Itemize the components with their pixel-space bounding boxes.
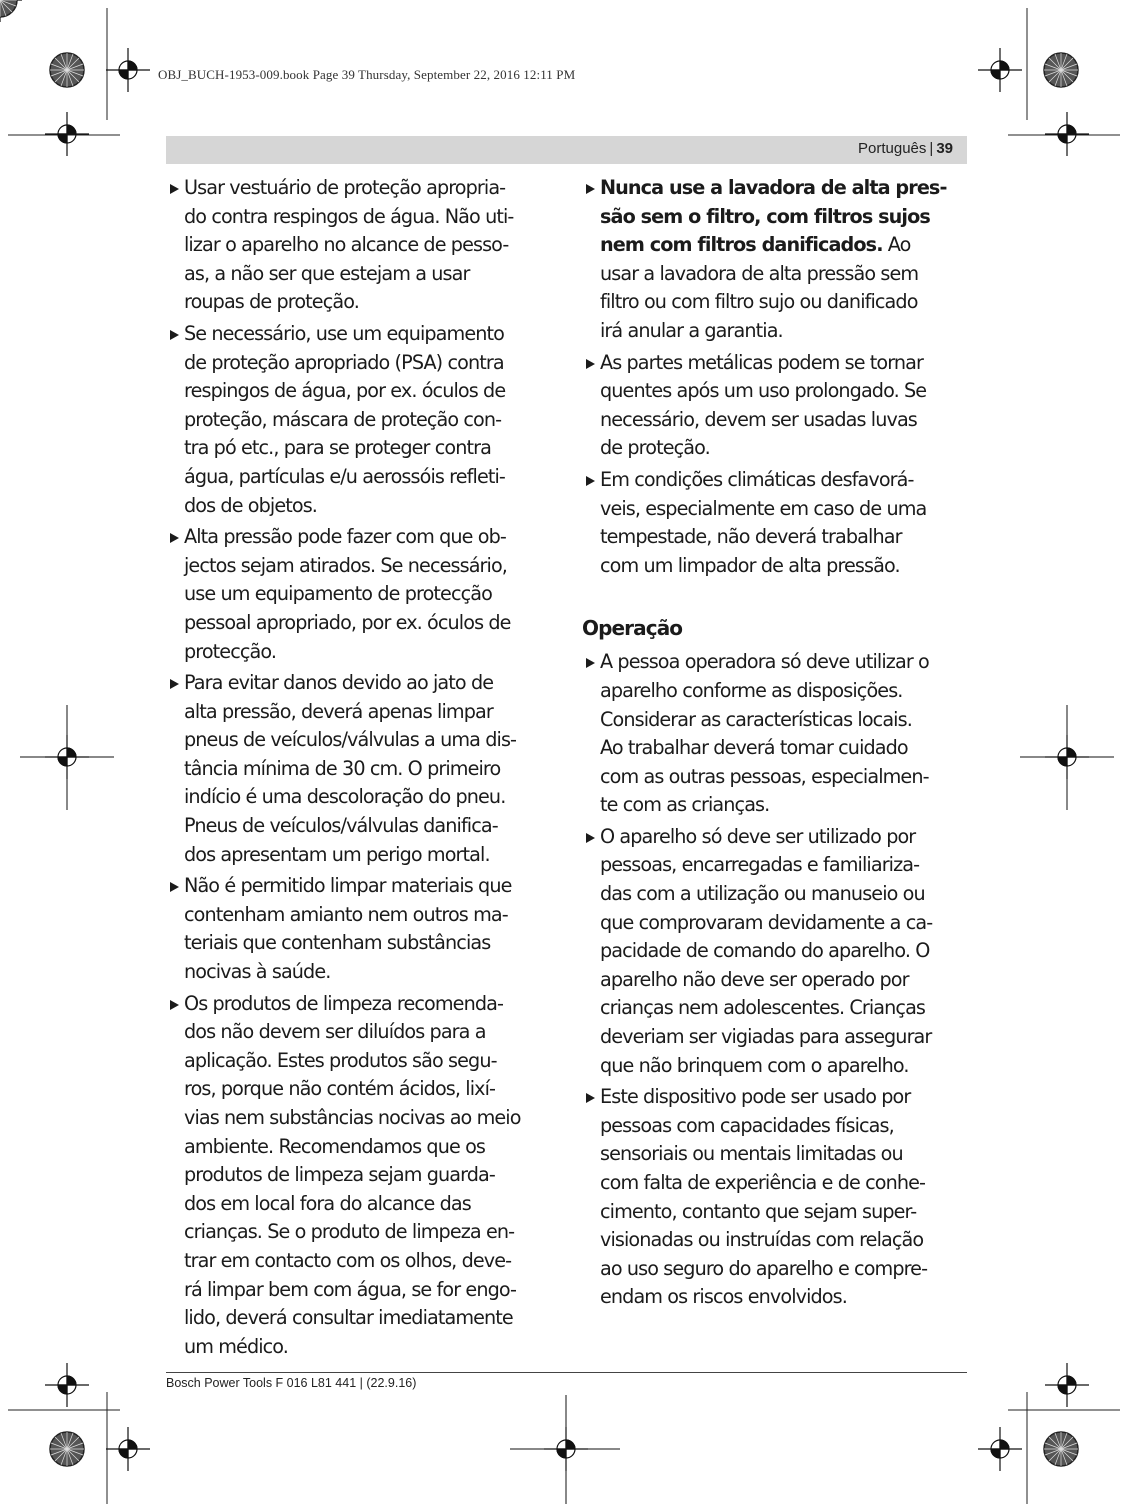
- text-line: que não brinquem com o aparelho.: [600, 1053, 909, 1077]
- text-line: contenham amianto nem outros ma-: [184, 902, 508, 926]
- text-line: pessoas com capacidades físicas,: [600, 1113, 894, 1137]
- page-header-bar: [166, 136, 967, 164]
- text-line: Para evitar danos devido ao jato de: [184, 671, 494, 695]
- bullet-item: [166, 320, 561, 520]
- text-line: rá limpar bem com água, se for engo-: [184, 1277, 517, 1301]
- text-line: do contra respingos de água. Não uti-: [184, 204, 514, 228]
- text-line: indício é uma descoloração do pneu.: [184, 785, 506, 809]
- bullet-triangle-icon: [586, 1093, 595, 1103]
- text-line: necessário, devem ser usadas luvas: [600, 407, 917, 431]
- text-line: produtos de limpeza sejam guarda-: [184, 1163, 495, 1187]
- text-line: te com as crianças.: [600, 793, 770, 817]
- text-line: Este dispositivo pode ser usado por: [600, 1085, 911, 1109]
- text-line: dos apresentam um perigo mortal.: [184, 842, 490, 866]
- text-line: Alta pressão pode fazer com que ob-: [184, 525, 506, 549]
- text-line: crianças. Se o produto de limpeza en-: [184, 1220, 515, 1244]
- bold-text: nem com filtros danificados.: [600, 233, 883, 257]
- text-line: lizar o aparelho no alcance de pesso-: [184, 233, 509, 257]
- bullet-item: [166, 990, 561, 1362]
- bullet-item: [582, 823, 972, 1080]
- bullet-triangle-icon: [170, 679, 179, 689]
- text-line: quentes após um uso prolongado. Se: [600, 379, 927, 403]
- text-line: com um limpador de alta pressão.: [600, 553, 900, 577]
- text-line: de proteção apropriado (PSA) contra: [184, 350, 504, 374]
- bullet-item: [166, 669, 561, 869]
- bullet-item: [582, 466, 972, 580]
- bullet-triangle-icon: [170, 533, 179, 543]
- page-header: [858, 140, 953, 157]
- text-line: usar a lavadora de alta pressão sem: [600, 261, 919, 285]
- text-line: nocivas à saúde.: [184, 960, 331, 984]
- text-line: Nunca use a lavadora de alta pres-: [600, 176, 947, 199]
- text-line: protecção.: [184, 639, 277, 663]
- footer-rule: [166, 1372, 967, 1373]
- bullet-triangle-icon: [586, 184, 595, 194]
- text-line: endam os riscos envolvidos.: [600, 1285, 847, 1309]
- text-line: aparelho não deve ser operado por: [600, 967, 909, 991]
- header-language: Português: [858, 140, 927, 157]
- text-line: crianças nem adolescentes. Crianças: [600, 996, 926, 1020]
- text-line: pessoas, encarregadas e familiariza-: [600, 853, 920, 877]
- text-line: Não é permitido limpar materiais que: [184, 874, 512, 898]
- text-line: Pneus de veículos/válvulas danifica-: [184, 814, 498, 838]
- text-line: Usar vestuário de proteção apropria-: [184, 176, 506, 199]
- bullet-triangle-icon: [586, 359, 595, 369]
- bullet-triangle-icon: [170, 1000, 179, 1010]
- text-line: que comprovaram devidamente a ca-: [600, 910, 933, 934]
- text-line: proteção, máscara de proteção con-: [184, 407, 502, 431]
- text-line: dos não devem ser diluídos para a: [184, 1020, 486, 1044]
- text-line: deveriam ser vigiadas para assegurar: [600, 1025, 932, 1049]
- text-line: das com a utilização ou manuseio ou: [600, 882, 925, 906]
- text-line: Em condições climáticas desfavorá-: [600, 467, 914, 491]
- text-line: alta pressão, deverá apenas limpar: [184, 699, 493, 723]
- text-line: tra pó etc., para se proteger contra: [184, 436, 491, 460]
- text-line: veis, especialmente em caso de uma: [600, 496, 927, 520]
- text-line: pacidade de comando do aparelho. O: [600, 939, 930, 963]
- text-line: tância mínima de 30 cm. O primeiro: [184, 756, 501, 780]
- text-line: com as outras pessoas, especialmen-: [600, 764, 929, 788]
- text-line: teriais que contenham substâncias: [184, 931, 491, 955]
- text-line: Se necessário, use um equipamento: [184, 321, 504, 345]
- text-line: vias nem substâncias nocivas ao meio: [184, 1106, 521, 1129]
- footer-imprint: Bosch Power Tools F 016 L81 441 | (22.9.16): [166, 1376, 417, 1390]
- right-column-items-bottom: [582, 648, 972, 1312]
- text-line: de proteção.: [600, 436, 710, 460]
- right-column: [582, 174, 972, 1312]
- text-line: Os produtos de limpeza recomenda-: [184, 991, 504, 1015]
- text-line: ambiente. Recomendamos que os: [184, 1134, 486, 1158]
- text-line: cimento, contanto que sejam super-: [600, 1199, 917, 1223]
- text-line: água, partículas e/u aerossóis refleti-: [184, 464, 505, 488]
- text-line: ros, porque não contém ácidos, lixí-: [184, 1077, 496, 1101]
- text-run: Ao: [882, 233, 911, 257]
- bullet-triangle-icon: [170, 330, 179, 340]
- text-line: roupas de proteção.: [184, 290, 359, 314]
- bullet-triangle-icon: [170, 184, 179, 194]
- text-line: irá anular a garantia.: [600, 318, 783, 342]
- text-line: As partes metálicas podem se tornar: [600, 350, 924, 374]
- bullet-triangle-icon: [586, 658, 595, 668]
- print-slug: OBJ_BUCH-1953-009.book Page 39 Thursday, September 22, 2016 12:11 PM: [158, 67, 576, 82]
- text-line: use um equipamento de protecção: [184, 582, 492, 606]
- text-line: são sem o filtro, com filtros sujos: [600, 204, 930, 228]
- text-line: com falta de experiência e de conhe-: [600, 1171, 926, 1194]
- text-line: Ao trabalhar deverá tomar cuidado: [600, 736, 908, 760]
- text-line: jectos sejam atirados. Se necessário,: [184, 553, 508, 577]
- text-line: pneus de veículos/válvulas a uma dis-: [184, 728, 517, 752]
- left-column: [166, 174, 561, 1361]
- text-line: dos em local fora do alcance das: [184, 1191, 471, 1215]
- text-line: respingos de água, por ex. óculos de: [184, 379, 506, 403]
- text-line: ao uso seguro do aparelho e compre-: [600, 1256, 928, 1280]
- text-line: as, a não ser que estejam a usar: [184, 261, 470, 285]
- bullet-item: [166, 872, 561, 986]
- header-separator: |: [929, 140, 934, 157]
- section-title-operacao: Operação: [582, 616, 683, 641]
- text-line: Considerar as características locais.: [600, 707, 912, 731]
- bullet-item: [166, 174, 561, 317]
- text-line: sensoriais ou mentais limitadas ou: [600, 1142, 903, 1166]
- text-line: O aparelho só deve ser utilizado por: [600, 824, 916, 848]
- text-line: tempestade, não deverá trabalhar: [600, 525, 902, 549]
- bullet-item: [582, 648, 972, 820]
- text-line: trar em contacto com os olhos, deve-: [184, 1248, 512, 1272]
- text-line: visionadas ou instruídas com relação: [600, 1228, 924, 1252]
- bullet-item: [582, 174, 972, 346]
- right-column-items-top: [582, 174, 972, 580]
- bullet-triangle-icon: [586, 833, 595, 843]
- bullet-item: [582, 349, 972, 463]
- page-number: 39: [936, 140, 953, 157]
- text-line: lido, deverá consultar imediatamente: [184, 1306, 513, 1330]
- text-line: A pessoa operadora só deve utilizar o: [600, 650, 929, 674]
- text-line: aparelho conforme as disposições.: [600, 678, 903, 702]
- text-line: dos de objetos.: [184, 493, 318, 517]
- bullet-item: [166, 523, 561, 666]
- text-line: pessoal apropriado, por ex. óculos de: [184, 610, 511, 634]
- bullet-item: [582, 1083, 972, 1312]
- text-line: um médico.: [184, 1334, 289, 1358]
- text-line: [600, 231, 972, 260]
- text-line: filtro ou com filtro sujo ou danificado: [600, 290, 918, 314]
- bullet-triangle-icon: [586, 476, 595, 486]
- text-line: aplicação. Estes produtos são segu-: [184, 1048, 497, 1072]
- bullet-triangle-icon: [170, 882, 179, 892]
